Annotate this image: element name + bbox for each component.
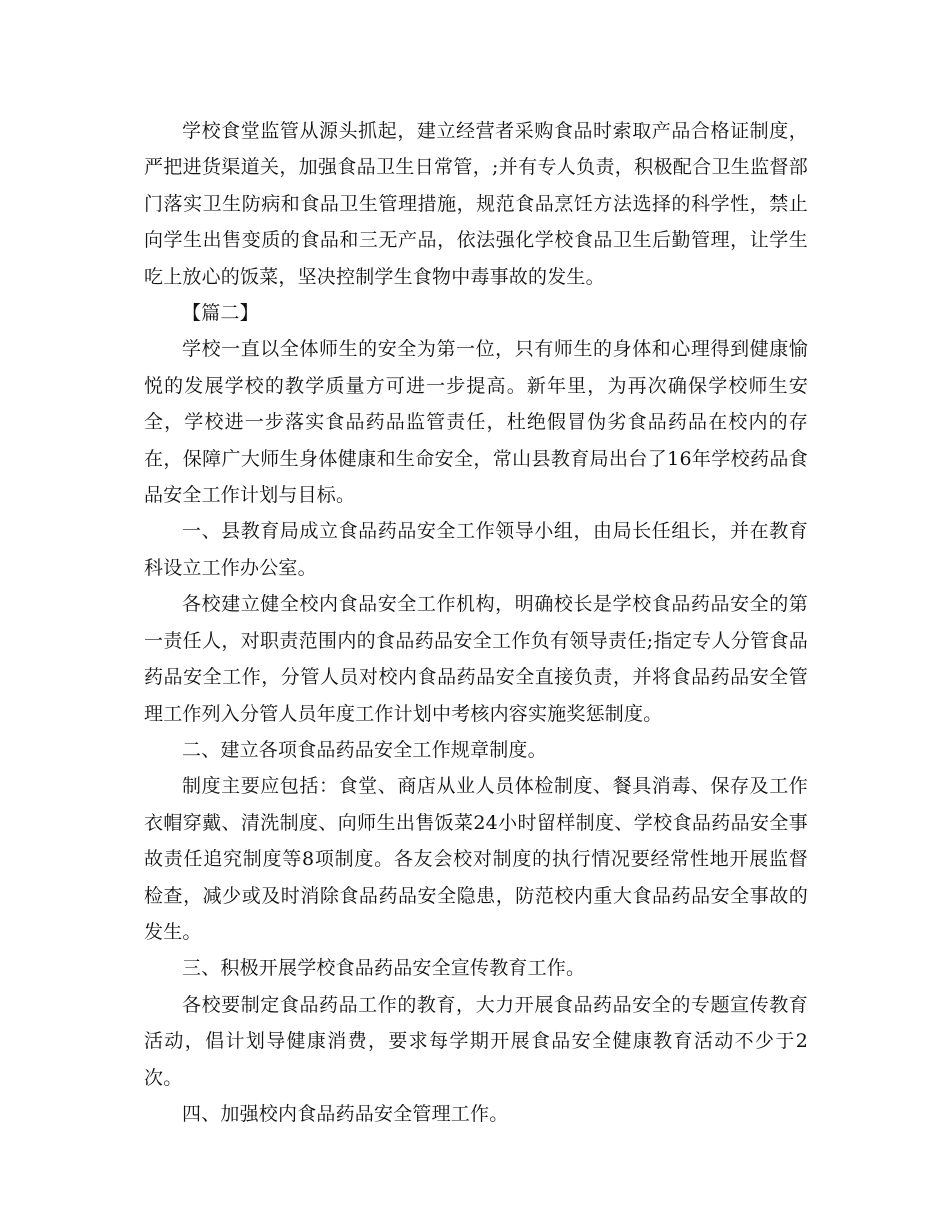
paragraph-regulations: 制度主要应包括：食堂、商店从业人员体检制度、餐具消毒、保存及工作衣帽穿戴、清洗制度、向师生出售饭菜24小时留样制度、学校食品药品安全事故责任追究制度等8项制度。各友会校对制度的执行情况要经常性地开展监督检查，减少或及时消除食品药品安全隐患，防范校内重大食品药品安全事故的发生。 xyxy=(144,775,808,943)
section-heading-part-two: 【篇二】 xyxy=(182,302,259,325)
paragraph-education: 各校要制定食品药品工作的教育，大力开展食品药品安全的专题宣传教育活动，倡计划导健康消费，要求每学期开展食品安全健康教育活动不少于2次。 xyxy=(144,993,808,1089)
paragraph-school-organization: 各校建立健全校内食品安全工作机构，明确校长是学校食品药品安全的第一责任人，对职责范围内的食品药品安全工作负有领导责任;指定专人分管食品药品安全工作，分管人员对校内食品药品安全直接负责，并将食品药品安全管理工作列入分管人员年度工作计划中考核内容实施奖惩制度。 xyxy=(144,593,808,725)
paragraph-intro-safety: 学校一直以全体师生的安全为第一位，只有师生的身体和心理得到健康愉悦的发展学校的教学质量方可进一步提高。新年里，为再次确保学校师生安全，学校进一步落实食品药品监管责任，杜绝假冒伪劣食品药品在校内的存在，保障广大师生身体健康和生命安全，常山县教育局出台了16年学校药品食品安全工作计划与目标。 xyxy=(144,338,808,507)
paragraph-item-three: 三、积极开展学校食品药品安全宣传教育工作。 xyxy=(182,957,586,980)
document-body xyxy=(144,113,808,1132)
paragraph-item-one: 一、县教育局成立食品药品安全工作领导小组，由局长任组长，并在教育科设立工作办公室。 xyxy=(144,520,808,579)
paragraph-item-two: 二、建立各项食品药品安全工作规章制度。 xyxy=(182,738,547,761)
paragraph-item-four: 四、加强校内食品药品安全管理工作。 xyxy=(182,1102,509,1125)
paragraph-canteen-supervision: 学校食堂监管从源头抓起，建立经营者采购食品时索取产品合格证制度，严把进货渠道关，加强食品卫生日常管，;并有专人负责，积极配合卫生监督部门落实卫生防病和食品卫生管理措施，规范食品烹饪方法选择的科学性，禁止向学生出售变质的食品和三无产品，依法强化学校食品卫生后勤管理，让学生吃上放心的饭菜，坚决控制学生食物中毒事故的发生。 xyxy=(144,120,808,288)
